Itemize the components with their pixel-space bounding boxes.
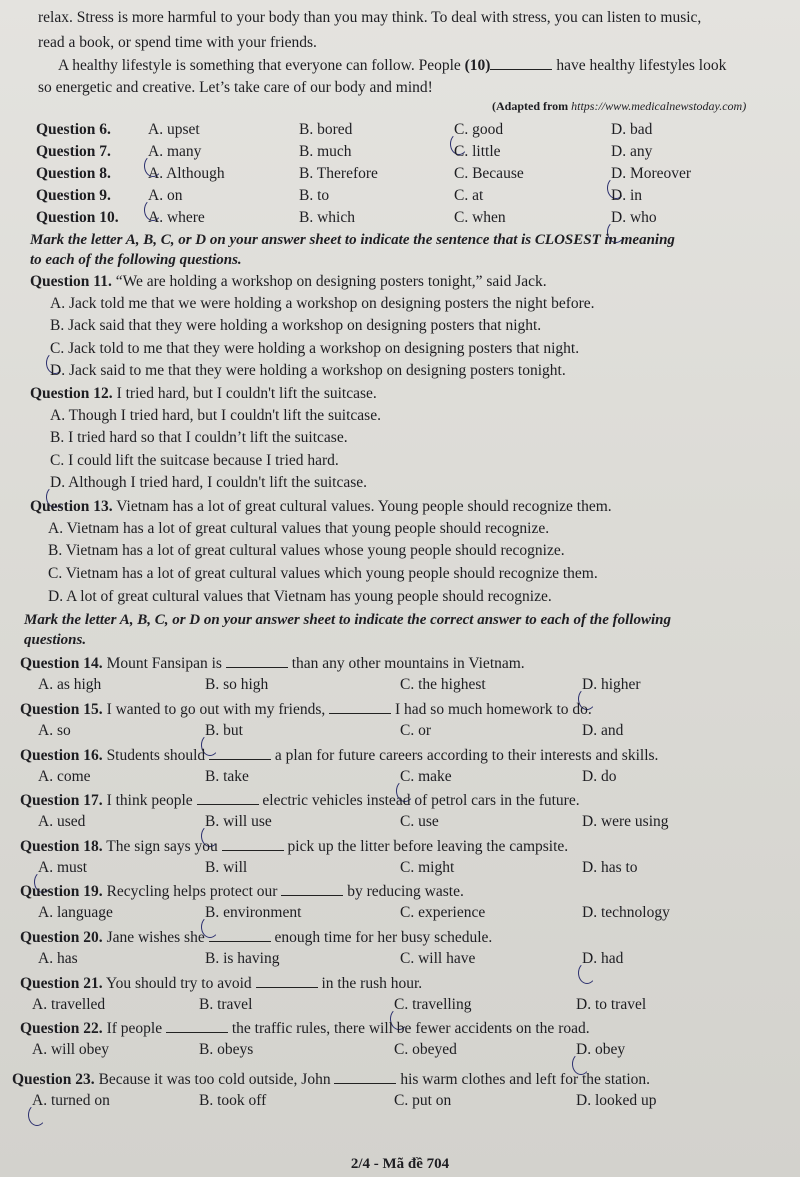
question-text: I wanted to go out with my friends, — [102, 701, 330, 718]
answer-option[interactable] — [454, 142, 501, 162]
answer-option-circled[interactable] — [582, 949, 623, 969]
answer-option-text: C. little — [454, 143, 501, 160]
answer-option-circled[interactable] — [205, 721, 243, 741]
answer-option-text: C. travelling — [394, 996, 472, 1013]
passage-text: A healthy lifestyle is something that everyone can follow. People — [58, 57, 465, 74]
answer-option-text: D. Although I tried hard, I couldn't lift the suitcase. — [50, 474, 368, 491]
answer-option[interactable] — [400, 903, 485, 923]
question-label: Question 6. — [36, 121, 111, 138]
answer-option[interactable]: A. Jack told me that we were holding a workshop on designing posters the night before. — [50, 295, 595, 312]
answer-option[interactable] — [576, 1091, 657, 1111]
question-text: enough time for her busy schedule. — [270, 929, 493, 946]
answer-option-text: C. Jack told to me that they were holding a workshop on designing posters that night. — [50, 340, 580, 357]
question-stem — [20, 790, 580, 811]
answer-option-text: B. so high — [205, 676, 269, 693]
answer-option[interactable] — [582, 721, 623, 741]
question-label: Question 18. — [20, 838, 103, 855]
question-stem — [20, 881, 464, 902]
question-text: than any other mountains in Vietnam. — [287, 655, 525, 672]
answer-option[interactable] — [148, 208, 205, 228]
answer-option[interactable] — [454, 186, 483, 206]
answer-option[interactable] — [400, 812, 439, 832]
answer-option-text: D. who — [611, 209, 657, 226]
answer-option-circled[interactable] — [50, 473, 367, 493]
answer-blank — [256, 973, 318, 988]
answer-option-text: A. turned on — [32, 1092, 110, 1109]
answer-option-text: B. will — [205, 859, 248, 876]
answer-option-text: C. the highest — [400, 676, 486, 693]
answer-option-text: A. where — [148, 209, 205, 226]
question-label: Question 15. — [20, 701, 103, 718]
question-stem — [20, 745, 658, 766]
answer-option-circled[interactable] — [38, 858, 87, 878]
answer-option[interactable] — [299, 186, 329, 206]
answer-option[interactable] — [38, 903, 113, 923]
question-label: Question 17. — [20, 792, 103, 809]
question-stem — [12, 1069, 650, 1090]
answer-option-text: D. looked up — [576, 1092, 657, 1109]
answer-blank — [209, 927, 271, 942]
question-stem — [20, 836, 568, 857]
blank-number: (10) — [464, 57, 491, 74]
source-label: (Adapted from — [492, 99, 572, 113]
answer-option-text: B. obeys — [199, 1041, 254, 1058]
answer-option[interactable] — [576, 995, 646, 1015]
answer-option-text: A. many — [148, 143, 202, 160]
answer-option-text: D. higher — [582, 676, 641, 693]
answer-option-text: A. travelled — [32, 996, 106, 1013]
answer-option-text: B. Therefore — [299, 165, 378, 182]
answer-option[interactable] — [454, 164, 524, 184]
answer-option[interactable]: A. Though I tried hard, but I couldn't lift the suitcase. — [50, 407, 381, 424]
answer-option-text: C. put on — [394, 1092, 452, 1109]
answer-option-text: D. technology — [582, 904, 670, 921]
answer-option[interactable] — [199, 1040, 253, 1060]
answer-option-text: B. to — [299, 187, 330, 204]
passage-text: have healthy lifestyles look — [552, 57, 727, 74]
question-stem — [30, 272, 547, 292]
answer-option-circled[interactable] — [148, 142, 201, 162]
answer-option[interactable]: C. Vietnam has a lot of great cultural values which young people should recognize them. — [48, 565, 598, 582]
pen-circle-mark — [28, 1104, 46, 1126]
question-label: Question 8. — [36, 165, 111, 182]
answer-option-circled[interactable] — [611, 164, 691, 184]
pen-circle-mark — [578, 962, 596, 984]
answer-option-text: A. must — [38, 859, 88, 876]
answer-option[interactable] — [394, 1040, 457, 1060]
answer-option-circled[interactable] — [205, 812, 272, 832]
question-label: Question 23. — [12, 1071, 95, 1088]
passage-line: so energetic and creative. Let’s take care of our body and mind! — [38, 79, 433, 96]
answer-option-text: D. has to — [582, 859, 638, 876]
answer-option-text: C. make — [400, 768, 452, 785]
question-text: electric vehicles instead of petrol cars in the future. — [258, 792, 580, 809]
answer-option[interactable] — [582, 767, 616, 787]
answer-option-text: B. bored — [299, 121, 353, 138]
answer-option[interactable] — [38, 675, 101, 695]
answer-option[interactable] — [199, 1091, 266, 1111]
answer-option-text: D. in — [611, 187, 642, 204]
answer-option-text: A. language — [38, 904, 113, 921]
question-label: Question 13. — [30, 498, 113, 515]
question-stem — [20, 973, 422, 994]
question-label: Question 22. — [20, 1020, 103, 1037]
answer-blank — [166, 1018, 228, 1033]
instruction-correct: questions. — [24, 632, 87, 648]
answer-option-text: C. use — [400, 813, 439, 830]
answer-option-text: C. might — [400, 859, 455, 876]
answer-option-text: A. so — [38, 722, 71, 739]
answer-option-text: C. will have — [400, 950, 476, 967]
question-text: pick up the litter before leaving the campsite. — [283, 838, 569, 855]
answer-option[interactable]: C. I could lift the suitcase because I tried hard. — [50, 452, 339, 469]
question-text: Mount Fansipan is — [102, 655, 226, 672]
answer-option-text: C. good — [454, 121, 504, 138]
answer-option[interactable] — [299, 120, 352, 140]
question-text: Jane wishes she — [102, 929, 209, 946]
answer-option[interactable]: B. I tried hard so that I couldn’t lift the suitcase. — [50, 429, 348, 446]
question-stem — [20, 699, 592, 720]
answer-option-text: B. is having — [205, 950, 280, 967]
answer-option-circled[interactable] — [611, 208, 657, 228]
passage-line: read a book, or spend time with your friends. — [38, 34, 317, 51]
answer-option-text: D. and — [582, 722, 624, 739]
question-text: Because it was too cold outside, John — [94, 1071, 335, 1088]
answer-option-circled[interactable] — [576, 1040, 625, 1060]
instruction-closest: Mark the letter A, B, C, or D on your answer sheet to indicate the sentence that is CLOSEST in meaning — [30, 232, 675, 248]
question-text: The sign says you — [102, 838, 222, 855]
source-citation — [492, 96, 746, 116]
answer-option[interactable] — [299, 142, 352, 162]
answer-option-text: C. when — [454, 209, 506, 226]
answer-option-text: D. bad — [611, 121, 653, 138]
answer-blank — [329, 699, 391, 714]
answer-option[interactable] — [400, 721, 431, 741]
question-stem — [30, 384, 377, 404]
answer-option-circled[interactable] — [148, 186, 182, 206]
passage-line: relax. Stress is more harmful to your body than you may think. To deal with stress, you can listen to music, — [38, 9, 702, 26]
question-label: Question 7. — [36, 143, 111, 160]
answer-option-text: B. which — [299, 209, 355, 226]
question-label: Question 14. — [20, 655, 103, 672]
answer-option-text: A. used — [38, 813, 86, 830]
answer-blank — [209, 745, 271, 760]
answer-option-text: A. as high — [38, 676, 102, 693]
answer-option[interactable] — [400, 675, 486, 695]
answer-option[interactable] — [205, 767, 249, 787]
answer-option[interactable] — [205, 858, 247, 878]
passage-line — [58, 55, 726, 76]
answer-blank — [226, 653, 288, 668]
answer-option[interactable]: B. Vietnam has a lot of great cultural values whose young people should recognize. — [48, 542, 565, 559]
page-footer: 2/4 - Mã đề 704 — [350, 1156, 450, 1172]
answer-option-text: C. at — [454, 187, 484, 204]
question-label: Question 20. — [20, 929, 103, 946]
question-label: Question 10. — [36, 209, 119, 226]
answer-option-text: A. will obey — [32, 1041, 110, 1058]
question-label: Question 19. — [20, 883, 103, 900]
answer-option-text: B. took off — [199, 1092, 267, 1109]
answer-option-circled[interactable] — [394, 995, 472, 1015]
answer-option-text: B. but — [205, 722, 243, 739]
answer-option-text: B. environment — [205, 904, 302, 921]
answer-option[interactable] — [38, 721, 71, 741]
question-text: a plan for future careers according to their interests and skills. — [271, 747, 659, 764]
answer-option[interactable] — [299, 164, 378, 184]
answer-option-text: A. on — [148, 187, 183, 204]
answer-option-text: A. come — [38, 768, 91, 785]
answer-option-circled[interactable] — [582, 675, 641, 695]
question-text: his warm clothes and left for the station. — [396, 1071, 651, 1088]
answer-option[interactable] — [582, 858, 638, 878]
question-text: the traffic rules, there will be fewer accidents on the road. — [227, 1020, 590, 1037]
answer-option[interactable] — [400, 858, 454, 878]
answer-option[interactable] — [611, 120, 652, 140]
answer-option[interactable]: A. Vietnam has a lot of great cultural values that young people should recognize. — [48, 520, 550, 537]
answer-option[interactable] — [32, 1040, 109, 1060]
question-stem — [20, 927, 492, 948]
answer-option[interactable]: B. Jack said that they were holding a workshop on designing posters that night. — [50, 317, 542, 334]
answer-blank — [490, 55, 552, 70]
answer-option-circled[interactable] — [400, 767, 452, 787]
answer-option-circled[interactable] — [50, 339, 579, 359]
question-label: Question 12. — [30, 385, 113, 402]
answer-option-circled[interactable] — [205, 903, 301, 923]
answer-option-text: A. has — [38, 950, 78, 967]
question-label: Question 21. — [20, 975, 103, 992]
question-text: You should try to avoid — [102, 975, 256, 992]
instruction-closest: to each of the following questions. — [30, 252, 242, 268]
answer-option-text: B. travel — [199, 996, 253, 1013]
source-url: https://www.medicalnewstoday.com) — [571, 99, 747, 113]
question-label: Question 11. — [30, 273, 112, 290]
answer-option-text: B. will use — [205, 813, 272, 830]
answer-option[interactable] — [394, 1091, 451, 1111]
answer-option-text: D. any — [611, 143, 653, 160]
answer-option[interactable]: D. Jack said to me that they were holding a workshop on designing posters tonight. — [50, 362, 566, 379]
answer-option[interactable] — [38, 949, 78, 969]
answer-option-text: D. do — [582, 768, 617, 785]
answer-option[interactable] — [38, 767, 91, 787]
answer-option-text: D. had — [582, 950, 624, 967]
answer-option[interactable] — [148, 120, 200, 140]
answer-option[interactable] — [38, 812, 85, 832]
answer-option-text: B. take — [205, 768, 249, 785]
answer-option[interactable] — [611, 186, 642, 206]
answer-option-text: D. obey — [576, 1041, 626, 1058]
answer-option[interactable] — [611, 142, 652, 162]
answer-option-text: C. experience — [400, 904, 486, 921]
answer-option-text: B. much — [299, 143, 352, 160]
answer-blank — [222, 836, 284, 851]
answer-option-circled[interactable] — [32, 1091, 110, 1111]
answer-option[interactable] — [400, 949, 475, 969]
instruction-correct: Mark the letter A, B, C, or D on your answer sheet to indicate the correct answer to each of the following — [24, 612, 671, 628]
answer-option-text: D. Moreover — [611, 165, 692, 182]
question-text: in the rush hour. — [317, 975, 423, 992]
answer-option-text: C. Because — [454, 165, 524, 182]
answer-blank — [197, 790, 259, 805]
answer-option[interactable] — [148, 164, 225, 184]
answer-option-text: D. were using — [582, 813, 669, 830]
answer-option-text: A. upset — [148, 121, 200, 138]
answer-option[interactable] — [205, 675, 268, 695]
answer-option[interactable] — [199, 995, 252, 1015]
answer-option[interactable] — [299, 208, 355, 228]
question-text: by reducing waste. — [343, 883, 464, 900]
answer-option-text: A. Although — [148, 165, 225, 182]
answer-blank — [334, 1069, 396, 1084]
question-text: I had so much homework to do. — [391, 701, 592, 718]
answer-option-text: D. to travel — [576, 996, 647, 1013]
answer-option-text: C. obeyed — [394, 1041, 457, 1058]
answer-option[interactable] — [582, 812, 669, 832]
question-text: I think people — [102, 792, 197, 809]
question-text: I tried hard, but I couldn't lift the suitcase. — [112, 385, 377, 402]
question-label: Question 9. — [36, 187, 111, 204]
question-text: “We are holding a workshop on designing posters tonight,” said Jack. — [111, 273, 547, 290]
question-stem — [30, 497, 612, 517]
answer-option[interactable] — [582, 903, 670, 923]
question-stem — [20, 653, 525, 674]
question-text: If people — [102, 1020, 166, 1037]
answer-blank — [281, 881, 343, 896]
question-stem — [20, 1018, 590, 1039]
answer-option[interactable] — [205, 949, 280, 969]
answer-option[interactable] — [454, 208, 506, 228]
question-text: Students should — [102, 747, 210, 764]
answer-option[interactable] — [32, 995, 105, 1015]
answer-option-circled[interactable] — [454, 120, 503, 140]
question-text: Recycling helps protect our — [102, 883, 282, 900]
question-text: Vietnam has a lot of great cultural values. Young people should recognize them. — [112, 498, 612, 515]
answer-option-text: C. or — [400, 722, 431, 739]
question-label: Question 16. — [20, 747, 103, 764]
answer-option[interactable]: D. A lot of great cultural values that Vietnam has young people should recognize. — [48, 588, 552, 605]
